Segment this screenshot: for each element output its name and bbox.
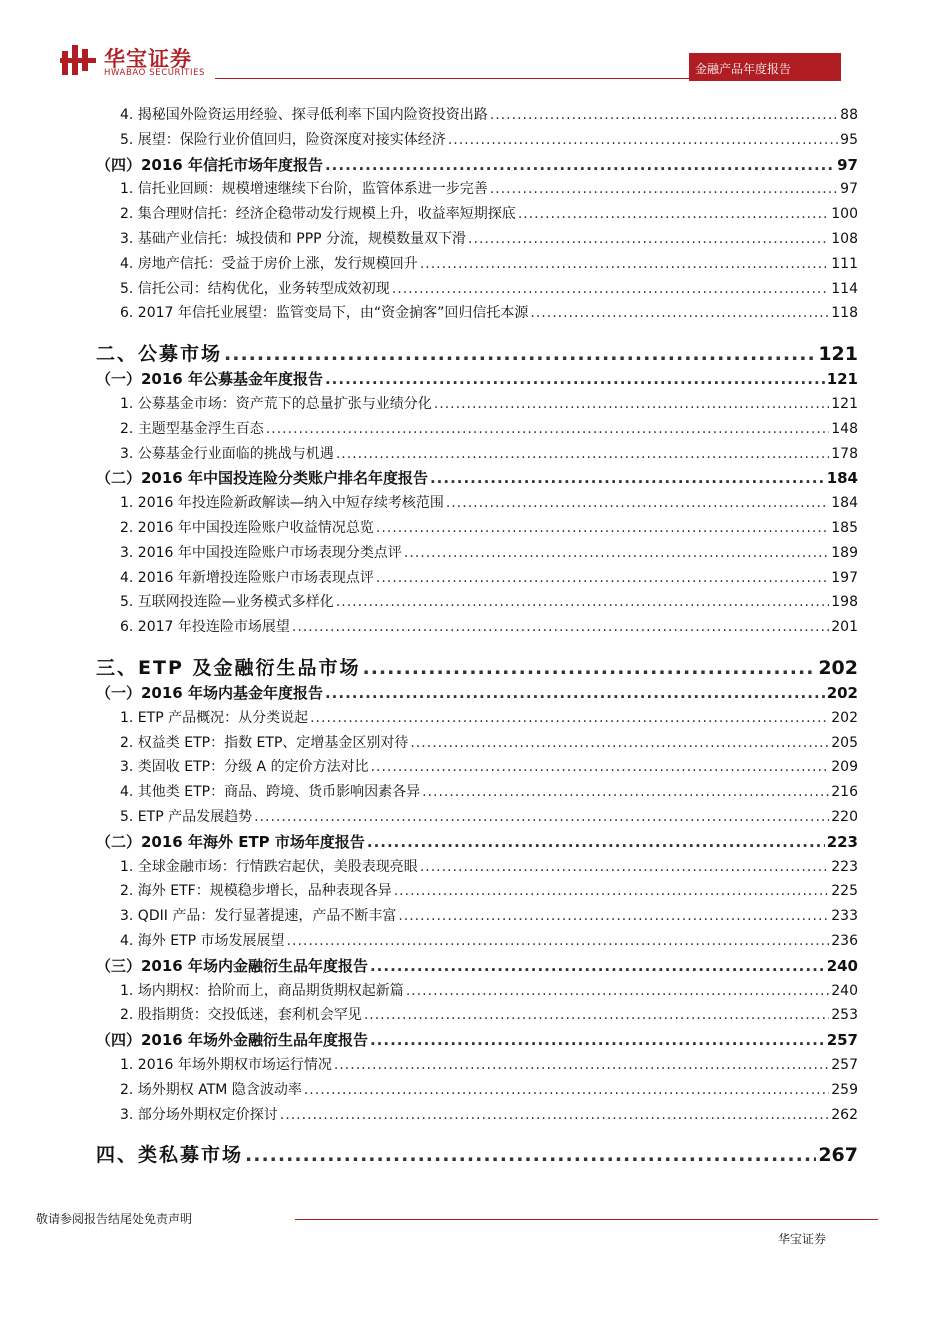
toc-entry-title: （二）2016 年中国投连险分类账户排名年度报告 — [96, 469, 428, 488]
toc-dot-leader — [336, 594, 829, 610]
toc-entry-title: 4. 揭秘国外险资运用经验、探寻低利率下国内险资投资出路 — [120, 107, 488, 123]
toc-entry[interactable] — [96, 253, 858, 273]
toc-entry-page: 223 — [831, 858, 858, 875]
toc-entry-page: 100 — [831, 206, 858, 223]
brand-name-en: HWABAO SECURITIES — [104, 68, 206, 78]
toc-dot-leader — [245, 1144, 816, 1166]
toc-dot-leader — [490, 181, 838, 197]
toc-section-heading[interactable] — [96, 831, 858, 852]
toc-entry[interactable] — [96, 178, 858, 198]
toc-dot-leader — [404, 545, 829, 561]
toc-entry-page: 95 — [840, 131, 858, 148]
toc-entry[interactable] — [96, 732, 858, 752]
toc-entry-title: 2. 股指期货：交投低迷，套利机会罕见 — [120, 1007, 362, 1024]
toc-entry-page: 148 — [831, 420, 858, 437]
toc-entry[interactable] — [96, 393, 858, 413]
toc-dot-leader — [370, 957, 825, 975]
toc-entry-page: 185 — [831, 520, 858, 536]
toc-entry-title: 5. 展望：保险行业价值回归，险资深度对接实体经济 — [120, 131, 446, 148]
toc-entry-page: 184 — [826, 469, 858, 488]
toc-entry-page: 223 — [826, 832, 858, 851]
toc-entry-page: 202 — [818, 657, 858, 679]
toc-entry-title: 6. 2017 年投连险市场展望 — [120, 619, 290, 636]
toc-entry-page: 198 — [831, 594, 858, 611]
toc-entry-page: 236 — [831, 933, 858, 949]
toc-dot-leader — [254, 809, 829, 825]
toc-entry-page: 257 — [831, 1057, 858, 1073]
toc-entry[interactable] — [96, 1004, 858, 1024]
toc-dot-leader — [310, 710, 829, 726]
toc-dot-leader — [336, 446, 829, 462]
toc-entry-title: 2. 海外 ETF：规模稳步增长，品种表现各异 — [120, 883, 392, 900]
toc-entry[interactable] — [96, 781, 858, 801]
footer-disclaimer: 敬请参阅报告结尾处免责声明 — [36, 1212, 193, 1226]
toc-entry-page: 184 — [831, 495, 858, 512]
toc-dot-leader — [367, 833, 825, 851]
footer-company: 华宝证券 — [778, 1232, 827, 1246]
toc-entry-title: 3. 部分场外期权定价探讨 — [120, 1106, 278, 1123]
toc-entry[interactable] — [96, 418, 858, 438]
toc-dot-leader — [420, 859, 829, 875]
toc-entry[interactable] — [96, 856, 858, 876]
toc-dot-leader — [304, 1082, 829, 1098]
toc-entry-title: 1. 场内期权：拾阶而上，商品期货期权起新篇 — [120, 982, 404, 999]
toc-entry[interactable] — [96, 980, 858, 1000]
toc-dot-leader — [325, 156, 835, 174]
toc-entry-title: 1. 2016 年场外期权市场运行情况 — [120, 1057, 332, 1073]
toc-entry-title: 2. 权益类 ETP：指数 ETP、定增基金区别对待 — [120, 734, 409, 751]
toc-section-heading[interactable] — [96, 339, 858, 366]
toc-section-heading[interactable] — [96, 1140, 858, 1167]
toc-entry[interactable] — [96, 228, 858, 248]
toc-entry-page: 111 — [831, 255, 858, 272]
toc-dot-leader — [371, 759, 830, 775]
toc-entry-page: 202 — [831, 709, 858, 726]
toc-entry-title: 四、类私募市场 — [96, 1144, 244, 1167]
toc-entry-title: （三）2016 年场内金融衍生品年度报告 — [96, 956, 368, 975]
toc-dot-leader — [518, 206, 829, 222]
toc-entry[interactable] — [96, 756, 858, 776]
toc-entry-title: （四）2016 年信托市场年度报告 — [96, 155, 323, 174]
toc-dot-leader — [434, 396, 829, 412]
toc-entry[interactable] — [96, 905, 858, 925]
toc-entry-page: 189 — [831, 544, 858, 561]
toc-dot-leader — [280, 1107, 829, 1123]
toc-entry[interactable] — [96, 129, 858, 149]
toc-entry-title: 5. 互联网投连险—业务模式多样化 — [120, 594, 334, 611]
toc-entry-title: 1. ETP 产品概况：从分类说起 — [120, 709, 309, 726]
toc-dot-leader — [410, 735, 829, 751]
toc-entry[interactable] — [96, 517, 858, 537]
toc-entry[interactable] — [96, 930, 858, 950]
toc-dot-leader — [292, 619, 829, 635]
toc-entry-title: 2. 2016 年中国投连险账户收益情况总览 — [120, 520, 374, 536]
toc-entry-page: 88 — [840, 107, 858, 123]
toc-entry-title: 5. 信托公司：结构优化，业务转型成效初现 — [120, 280, 390, 297]
toc-entry[interactable] — [96, 302, 858, 322]
toc-entry-title: 2. 集合理财信托：经济企稳带动发行规模上升，收益率短期探底 — [120, 206, 516, 223]
toc-entry-title: 二、公募市场 — [96, 343, 223, 366]
toc-entry-title: 4. 2016 年新增投连险账户市场表现点评 — [120, 569, 374, 586]
toc-entry[interactable] — [96, 104, 858, 124]
toc-entry-page: 118 — [831, 305, 858, 322]
toc-entry-title: 3. 类固收 ETP：分级 A 的定价方法对比 — [120, 759, 369, 776]
toc-entry-page: 216 — [831, 784, 858, 801]
toc-dot-leader — [430, 469, 825, 487]
toc-entry-title: （一）2016 年场内基金年度报告 — [96, 684, 323, 702]
toc-entry-page: 97 — [840, 181, 858, 198]
toc-entry[interactable] — [96, 278, 858, 298]
toc-dot-leader — [422, 784, 829, 800]
toc-entry-title: 3. 2016 年中国投连险账户市场表现分类点评 — [120, 544, 402, 561]
toc-entry-title: 三、ETP 及金融衍生品市场 — [96, 657, 361, 679]
toc-section-heading[interactable] — [96, 368, 858, 389]
toc-entry-page: 240 — [826, 956, 858, 975]
toc-entry-title: 1. 2016 年投连险新政解读—纳入中短存续考核范围 — [120, 495, 444, 512]
toc-entry-title: 4. 其他类 ETP：商品、跨境、货币影响因素各异 — [120, 784, 421, 801]
toc-entry-title: 3. QDII 产品：发行显著提速，产品不断丰富 — [120, 908, 397, 925]
toc-section-heading[interactable] — [96, 467, 858, 488]
toc-entry[interactable] — [96, 1079, 858, 1099]
toc-section-heading[interactable] — [96, 154, 858, 175]
toc-entry[interactable] — [96, 1104, 858, 1124]
toc-entry-title: 1. 公募基金市场：资产荒下的总量扩张与业绩分化 — [120, 396, 432, 412]
toc-dot-leader — [490, 107, 838, 123]
toc-entry-page: 209 — [831, 759, 858, 776]
toc-section-heading[interactable] — [96, 682, 858, 703]
toc-entry-page: 197 — [831, 569, 858, 586]
toc-dot-leader — [325, 370, 825, 388]
toc-dot-leader — [446, 495, 829, 511]
toc-dot-leader — [370, 1031, 825, 1049]
toc-entry[interactable] — [96, 1054, 858, 1074]
toc-dot-leader — [448, 132, 838, 148]
toc-entry-title: 4. 海外 ETP 市场发展展望 — [120, 933, 285, 949]
toc-entry-title: 4. 房地产信托：受益于房价上涨，发行规模回升 — [120, 255, 418, 272]
toc-dot-leader — [392, 281, 829, 297]
toc-entry-title: 3. 基础产业信托：城投债和 PPP 分流，规模数量双下滑 — [120, 231, 467, 247]
toc-entry[interactable] — [96, 806, 858, 826]
toc-entry-page: 178 — [831, 445, 858, 462]
toc-entry[interactable] — [96, 542, 858, 562]
toc-entry-page: 259 — [831, 1081, 858, 1098]
report-type-tag: 金融产品年度报告 — [689, 53, 841, 81]
toc-entry-page: 121 — [831, 396, 858, 412]
toc-entry-title: 2. 主题型基金浮生百态 — [120, 420, 264, 437]
toc-entry-title: 3. 公募基金行业面临的挑战与机遇 — [120, 445, 334, 462]
toc-dot-leader — [406, 983, 829, 999]
toc-dot-leader — [398, 908, 829, 924]
toc-entry-page: 114 — [831, 280, 858, 297]
toc-entry-title: （二）2016 年海外 ETP 市场年度报告 — [96, 832, 365, 851]
toc-dot-leader — [468, 231, 829, 247]
toc-dot-leader — [334, 1057, 829, 1073]
toc-entry-page: 225 — [831, 883, 858, 900]
toc-entry[interactable] — [96, 203, 858, 223]
toc-dot-leader — [325, 684, 825, 702]
toc-entry[interactable] — [96, 880, 858, 900]
toc-entry-page: 97 — [837, 155, 858, 174]
toc-entry-title: 1. 全球金融市场：行情跌宕起伏，美股表现亮眼 — [120, 858, 418, 875]
toc-entry-page: 205 — [831, 734, 858, 751]
toc-dot-leader — [364, 1007, 829, 1023]
toc-dot-leader — [287, 933, 830, 949]
toc-dot-leader — [530, 305, 829, 321]
toc-entry-title: 1. 信托业回顾：规模增速继续下台阶，监管体系进一步完善 — [120, 181, 488, 198]
toc-entry-page: 121 — [818, 343, 858, 366]
toc-entry-page: 267 — [818, 1144, 858, 1167]
toc-entry-page: 233 — [831, 908, 858, 925]
toc-entry-page: 108 — [831, 231, 858, 247]
toc-dot-leader — [420, 256, 829, 272]
toc-entry-title: （四）2016 年场外金融衍生品年度报告 — [96, 1031, 368, 1050]
toc-entry-title: 5. ETP 产品发展趋势 — [120, 809, 253, 825]
toc-entry-page: 202 — [826, 684, 858, 702]
toc-section-heading[interactable] — [96, 955, 858, 976]
toc-entry-page: 220 — [831, 809, 858, 825]
toc-entry[interactable] — [96, 616, 858, 636]
toc-dot-leader — [376, 520, 829, 536]
toc-entry-title: （一）2016 年公募基金年度报告 — [96, 370, 323, 389]
toc-dot-leader — [266, 421, 829, 437]
toc-entry[interactable] — [96, 707, 858, 727]
toc-entry[interactable] — [96, 443, 858, 463]
toc-section-heading[interactable] — [96, 653, 858, 680]
toc-dot-leader — [376, 570, 829, 586]
toc-entry-page: 121 — [826, 370, 858, 389]
footer-divider — [295, 1219, 878, 1220]
toc-entry-page: 201 — [831, 619, 858, 636]
toc-entry-page: 257 — [826, 1031, 858, 1050]
toc-entry-page: 253 — [831, 1007, 858, 1024]
toc-dot-leader — [224, 343, 816, 365]
brand-logo-mark — [60, 45, 98, 75]
toc-entry-title: 6. 2017 年信托业展望：监管变局下，由“资金掮客”回归信托本源 — [120, 305, 529, 322]
toc-section-heading[interactable] — [96, 1029, 858, 1050]
toc-entry[interactable] — [96, 492, 858, 512]
toc-entry[interactable] — [96, 591, 858, 611]
toc-entry[interactable] — [96, 567, 858, 587]
toc-dot-leader — [394, 883, 830, 899]
brand-name-cn: 华宝证券 — [104, 47, 192, 71]
toc-dot-leader — [362, 657, 816, 679]
toc-entry-page: 240 — [831, 982, 858, 999]
toc-entry-page: 262 — [831, 1106, 858, 1123]
toc-entry-title: 2. 场外期权 ATM 隐含波动率 — [120, 1081, 302, 1098]
